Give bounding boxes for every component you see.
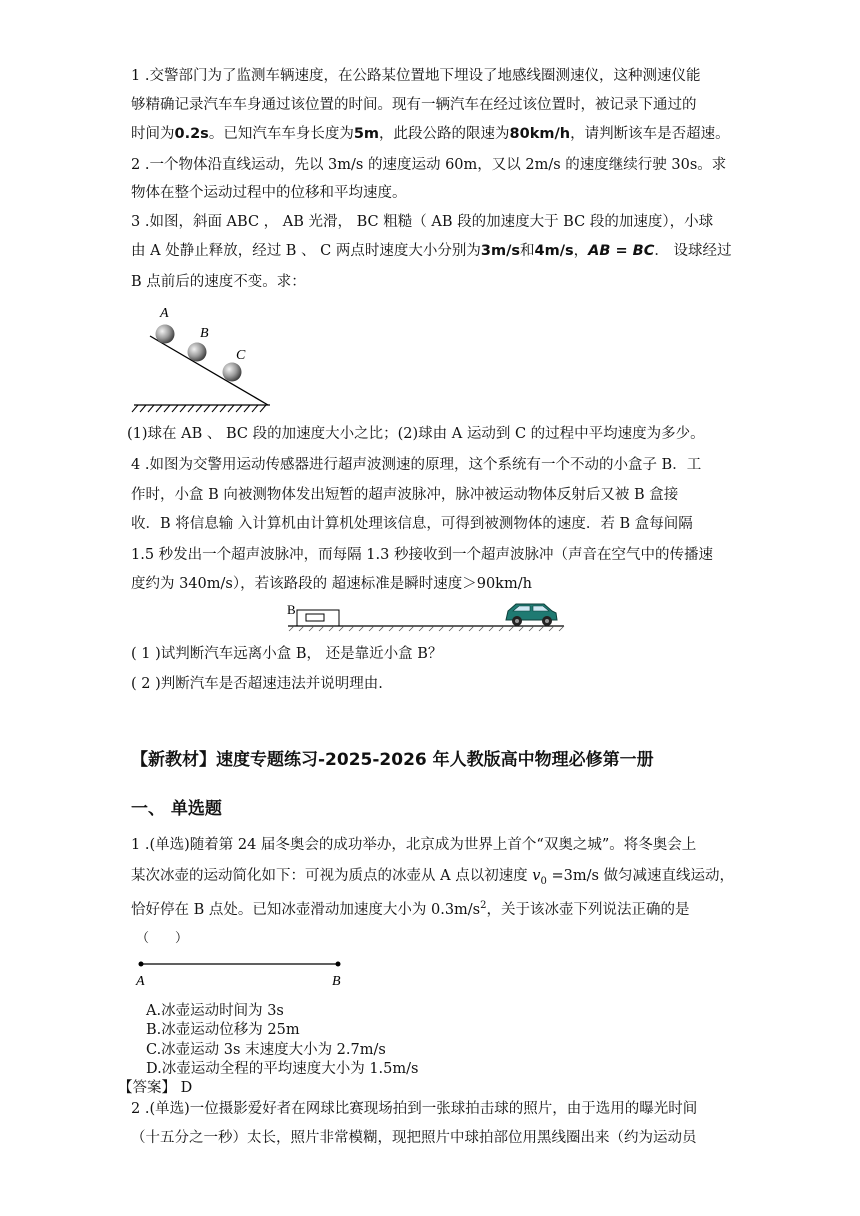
q4-sub-1: ( 1 )试判断汽车远离小盒 B， 还是靠近小盒 B？	[131, 646, 443, 662]
incline-line	[150, 336, 268, 405]
section-heading: 一、 单选题	[131, 799, 222, 819]
length-value: 5m	[353, 126, 380, 142]
text: 时间为	[131, 126, 175, 142]
q4-line-4: 1.5 秒发出一个超声波脉冲，而每隔 1.3 秒接收到一个超声波脉冲（声音在空气中的传播速	[131, 547, 713, 563]
q3-line-1: 3 .如图，斜面 ABC ， AB 光滑， BC 粗糙（ AB 段的加速度大于 BC 段的加速度），小球	[131, 214, 714, 230]
q1-line-3	[131, 124, 730, 144]
mc2-line-2: （十五分之一秒）太长，照片非常模糊，现把照片中球拍部位用黑线圈出来（约为运动员	[131, 1130, 697, 1146]
text: ，请判断该车是否超速。	[570, 126, 730, 142]
ab-equals-bc: AB = BC	[588, 243, 655, 259]
v-subscript: 0	[540, 875, 547, 887]
incline-figure	[128, 302, 278, 414]
exponent: 2	[480, 900, 487, 911]
mc1-line-2	[131, 866, 734, 892]
doc-title: 【新教材】速度专题练习-2025-2026 年人教版高中物理必修第一册	[131, 750, 654, 770]
ball-b	[188, 343, 207, 362]
text: ，关于该冰壶下列说法正确的是	[486, 901, 690, 918]
q4-line-3: 收．B 将信息输 入计算机由计算机处理该信息，可得到被测物体的速度．若 B 盒每间隔	[131, 516, 693, 532]
speed-c: 4m/s	[534, 243, 574, 259]
car-icon	[506, 604, 557, 626]
ball-a	[156, 325, 175, 344]
label-a: A	[160, 306, 169, 321]
text: ，此段公路的限速为	[379, 126, 510, 142]
text: 恰好停在 B 点处。已知冰壶滑动加速度大小为 0.3m/s	[131, 901, 481, 918]
option-b: B.冰壶运动位移为 25m	[146, 1022, 300, 1038]
label-c: C	[236, 348, 246, 363]
speed-limit-value: 80km/h	[509, 126, 571, 142]
mc1-line-3	[131, 896, 690, 920]
ball-c	[223, 363, 242, 382]
answer-paren: （ ）	[136, 931, 189, 946]
text: 某次冰壶的运动简化如下：可视为质点的冰壶从 A 点以初速度	[131, 868, 533, 884]
v-symbol: v	[532, 868, 541, 884]
time-value: 0.2s	[174, 126, 209, 142]
q4-line-5: 度约为 340m/s），若该路段的 超速标准是瞬时速度＞90km/h	[131, 576, 532, 592]
option-a: A.冰壶运动时间为 3s	[146, 1003, 284, 1019]
point-b	[336, 962, 341, 967]
q1-line-2: 够精确记录汽车车身通过该位置的时间。现有一辆汽车在经过该位置时，被记录下通过的	[131, 97, 697, 113]
label-b: B	[200, 326, 209, 341]
text: 由 A 处静止释放，经过 B 、 C 两点时速度大小分别为	[131, 243, 481, 259]
text: ． 设球经过	[654, 243, 732, 259]
road-hatch	[289, 626, 564, 631]
ultrasonic-figure	[284, 600, 568, 636]
text: ，	[573, 243, 589, 259]
box-b-emitter	[306, 614, 324, 621]
option-d: D.冰壶运动全程的平均速度大小为 1.5m/s	[146, 1061, 419, 1077]
label-a: A	[136, 974, 145, 989]
q4-line-2: 作时，小盒 B 向被测物体发出短暂的超声波脉冲，脉冲被运动物体反射后又被 B 盒接	[131, 487, 679, 503]
option-c: C.冰壶运动 3s 末速度大小为 2.7m/s	[146, 1042, 386, 1058]
segment-figure	[132, 955, 352, 991]
q3-ask: (1)球在 AB 、 BC 段的加速度大小之比；(2)球由 A 运动到 C 的过程中平均速度为多少。	[127, 426, 705, 442]
q2-line-1: 2 .一个物体沿直线运动，先以 3m/s 的速度运动 60m，又以 2m/s 的速度继续行驶 30s。求	[131, 157, 727, 173]
q2-line-2: 物体在整个运动过程中的位移和平均速度。	[131, 185, 407, 201]
answer: 【答案】 D	[118, 1080, 193, 1096]
label-b: B	[332, 974, 341, 989]
q4-sub-2: ( 2 )判断汽车是否超速违法并说明理由.	[131, 676, 383, 692]
box-b-label: B	[287, 602, 296, 617]
ground-hatch	[132, 405, 266, 412]
text: 和	[520, 243, 535, 259]
point-a	[139, 962, 144, 967]
q3-line-3: B 点前后的速度不变。求：	[131, 274, 306, 290]
q1-line-1: 1 .交警部门为了监测车辆速度，在公路某位置地下埋设了地感线圈测速仪，这种测速仪能	[131, 68, 701, 84]
mc2-line-1: 2 .(单选)一位摄影爱好者在网球比赛现场拍到一张球拍击球的照片，由于选用的曝光时间	[131, 1101, 698, 1117]
q4-line-1: 4 .如图为交警用运动传感器进行超声波测速的原理，这个系统有一个不动的小盒子 B．工	[131, 457, 702, 473]
q3-line-2	[131, 241, 731, 261]
speed-b: 3m/s	[480, 243, 520, 259]
text: =3m/s 做匀减速直线运动，	[546, 868, 735, 884]
text: 。已知汽车车身长度为	[208, 126, 354, 142]
mc1-line-1: 1 .(单选)随着第 24 届冬奥会的成功举办，北京成为世界上首个“双奥之城”。将冬奥会上	[131, 837, 697, 853]
